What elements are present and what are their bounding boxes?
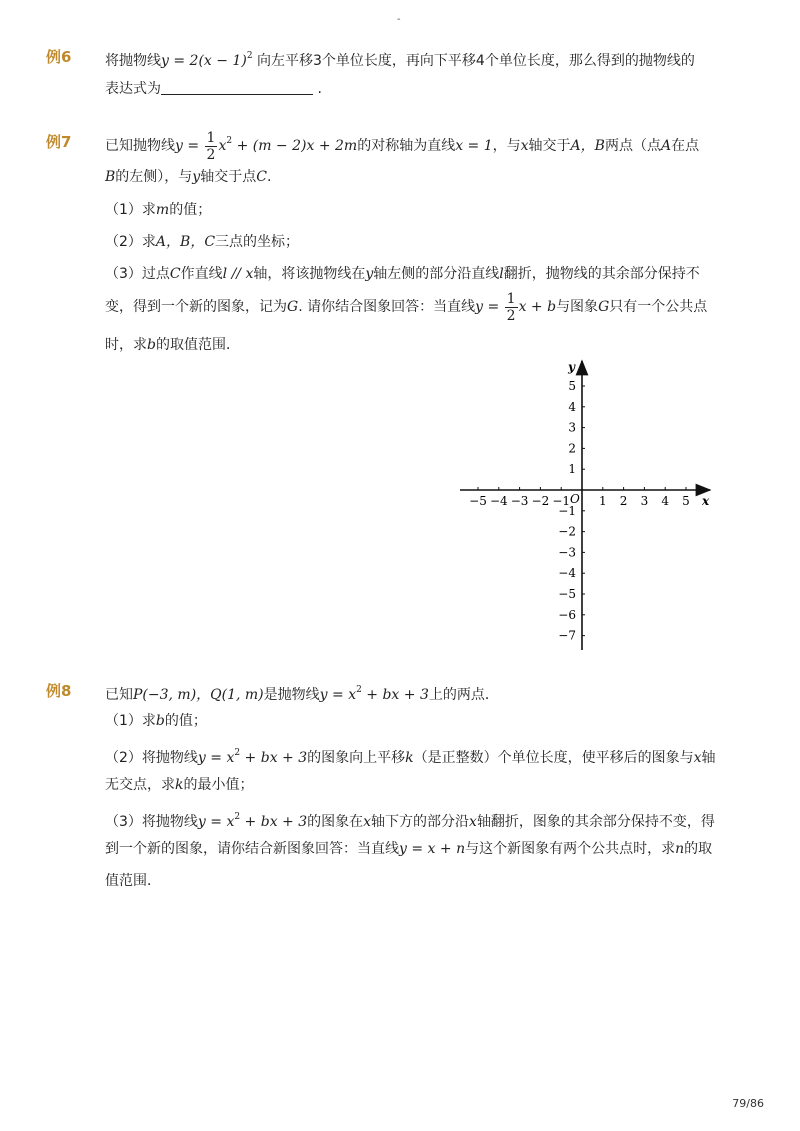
ex8-line-1: 已知P(−3, m)，Q(1, m)是抛物线$y = x^2$ + bx + 3上的两点．: [105, 685, 499, 703]
y-tick-label: −5: [558, 587, 576, 601]
x-tick-label: 2: [619, 494, 628, 508]
ex8-q2-line-1: （2）将抛物线$y = x^2$ + bx + 3的图象向上平移k（是正整数）个单位长度，使平移后的图象与x轴: [105, 748, 716, 766]
ex7-q3-line-3: 时，求b的取值范围．: [105, 337, 240, 353]
page-number: 79/86: [732, 1097, 764, 1110]
answer-blank: [161, 80, 313, 95]
x-tick-label: −2: [531, 494, 550, 508]
ex7-q1: （1）求m的值；: [105, 202, 212, 218]
ex8-q2-line-2: 无交点，求k的最小值；: [105, 777, 254, 793]
x-axis-label: x: [702, 494, 710, 508]
origin-label: O: [570, 492, 580, 506]
example-7-label: 例7: [46, 133, 72, 151]
y-tick-label: −4: [558, 566, 576, 581]
ex7-line-1: 已知抛物线y = $\frac{1}{2}$ $x^2 + (m - 2)x + 2m$的对称轴为直线x = 1，与x轴交于A，B两点（点A在点: [105, 129, 700, 163]
y-tick-label: −1: [558, 503, 576, 518]
x-tick-label: −4: [489, 494, 508, 508]
y-tick-label: 2: [568, 441, 576, 456]
y-axis-label: y: [568, 360, 575, 374]
ex7-q2: （2）求A，B，C三点的坐标；: [105, 234, 300, 250]
example-8-label: 例8: [46, 682, 72, 700]
y-tick-label: −3: [558, 545, 576, 560]
ex8-q3-line-1: （3）将抛物线$y = x^2$ + bx + 3的图象在x轴下方的部分沿x轴翻折，图象的其余部分保持不变，得: [105, 812, 715, 830]
x-tick-label: 4: [661, 494, 670, 508]
top-mark: -: [397, 14, 401, 25]
x-tick-label: 5: [682, 494, 690, 508]
ex8-q3-line-2: 到一个新的图象，请你结合新图象回答：当直线y = x + n与这个新图象有两个公共点时，求n的取: [105, 841, 713, 857]
ex7-q3-line-1: （3）过点C作直线l // x轴，将该抛物线在y轴左侧的部分沿直线l翻折，抛物线的其余部分保持不: [105, 266, 700, 282]
y-tick-label: −2: [558, 524, 576, 539]
y-tick-label: 1: [568, 462, 576, 477]
fraction-one-half-2: $\frac{1}{2}$: [506, 290, 516, 324]
ex8-q1: （1）求b的值；: [105, 713, 207, 729]
ex6-line-2: 表达式为 .: [105, 81, 322, 97]
fraction-one-half: $\frac{1}{2}$: [206, 129, 216, 163]
ex6-formula: $y = 2(x - 1)^2$: [161, 51, 253, 69]
y-tick-label: 4: [568, 399, 576, 414]
y-tick-label: 5: [568, 379, 576, 393]
ex8-q3-line-3: 值范围．: [105, 873, 161, 889]
x-tick-label: −5: [469, 494, 487, 508]
y-tick-label: −6: [558, 607, 576, 622]
y-tick-label: −7: [558, 628, 576, 643]
x-tick-label: 3: [640, 494, 649, 508]
example-6-label: 例6: [46, 48, 72, 66]
coordinate-axes: [452, 355, 732, 655]
ex7-line-2: B的左侧），与y轴交于点C.: [105, 169, 272, 185]
x-tick-label: 1: [598, 494, 607, 508]
y-tick-label: 3: [568, 420, 576, 435]
ex7-q3-line-2: 变，得到一个新的图象，记为G. 请你结合图象回答：当直线y = $\frac{1}{2}$ x + b与图象G只有一个公共点: [105, 290, 708, 324]
x-tick-label: −3: [510, 494, 529, 508]
ex6-line-1: 将抛物线$y = 2(x - 1)^2$ 向左平移3个单位长度，再向下平移4个单位长度，那么得到的抛物线的: [105, 51, 695, 69]
x-tick-label: −1: [552, 494, 571, 508]
